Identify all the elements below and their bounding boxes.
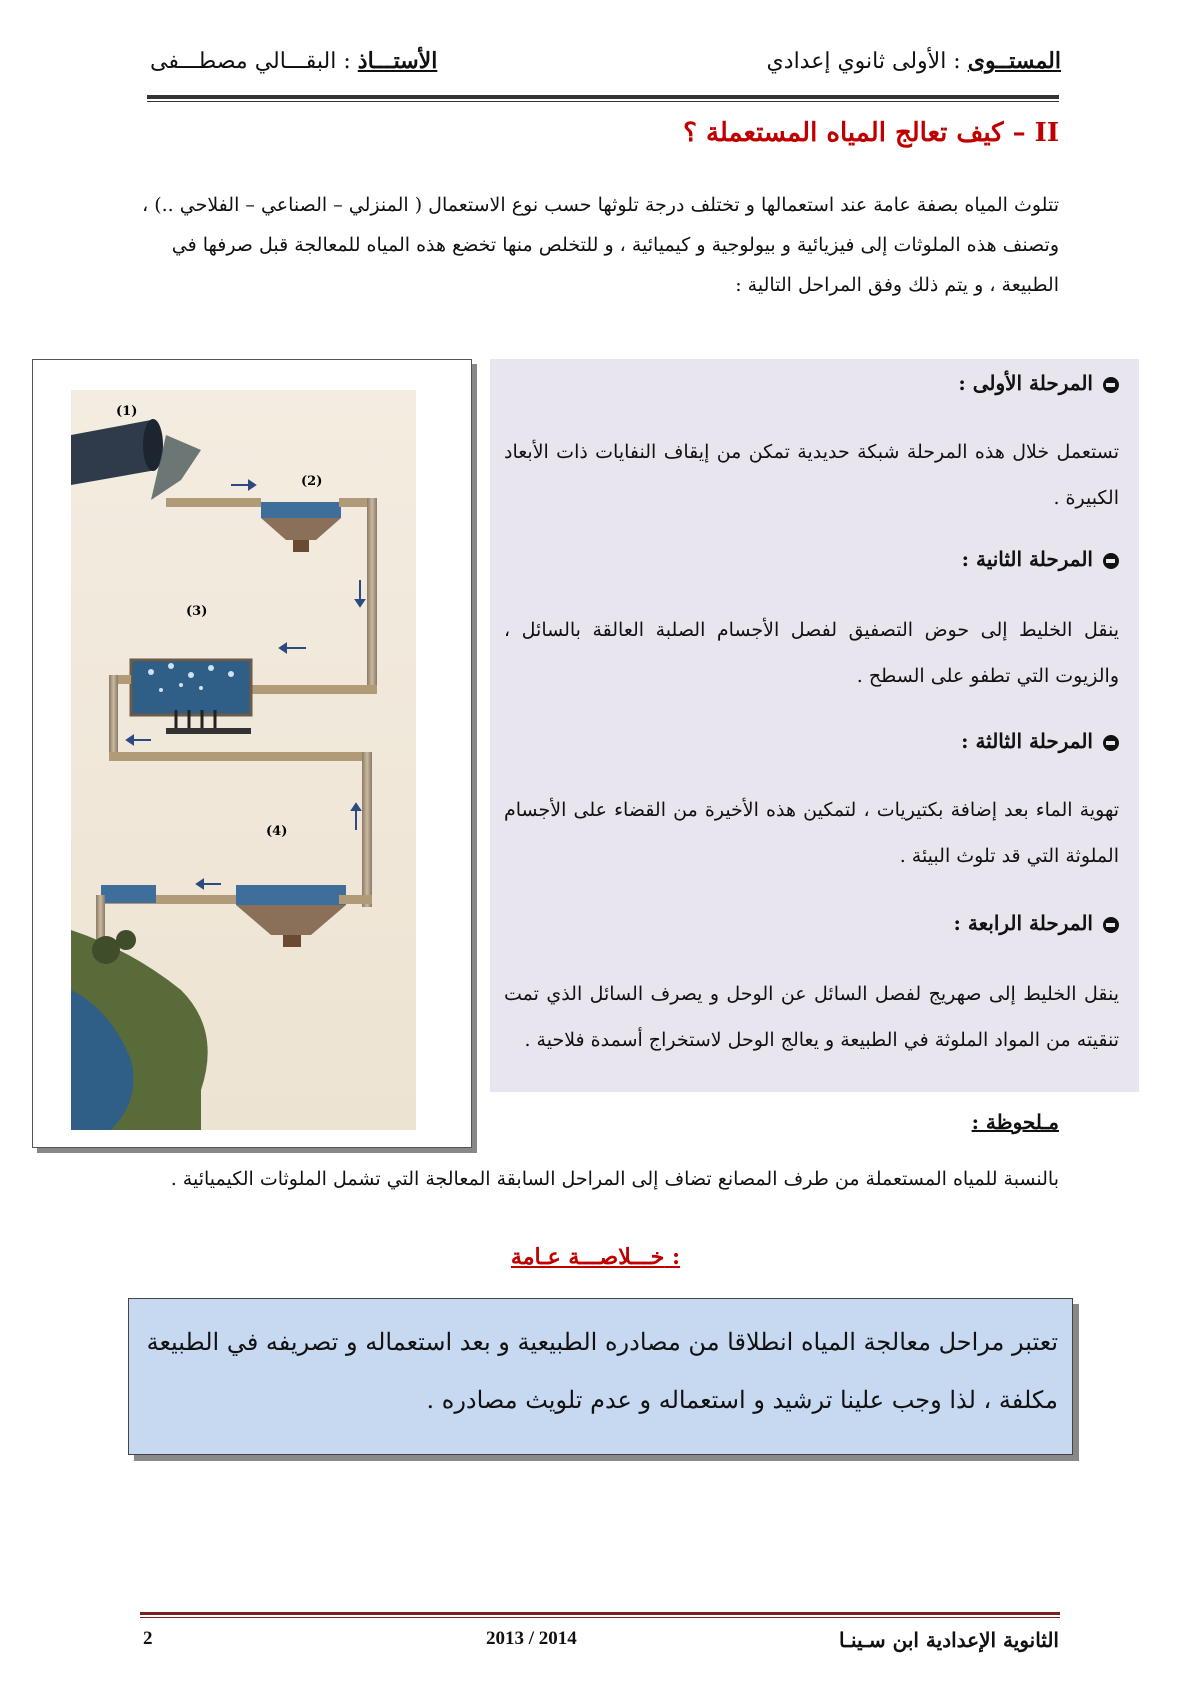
- treatment-diagram-frame: [32, 359, 472, 1148]
- summary-text: تعتبر مراحل معالجة المياه انطلاقا من مصادره الطبيعية و بعد استعماله و تصريفه في الطبيعة مكلفة ، لذا وجب علينا ترشيد و استعماله و عدم تلويث مصادره .: [146, 1328, 1058, 1414]
- figure-label-4: (4): [266, 824, 288, 839]
- intro-paragraph: تتلوث المياه بصفة عامة عند استعمالها و تختلف درجة تلوثها حسب نوع الاستعمال ( المنزلي – الصناعي – الفلاحي ..) ، وتصنف هذه الملوثات إلى فيزيائية و بيولوجية و كيميائية ، و للتخلص منها تخضع هذه المياه للمعالجة قبل صرفها في الطبيعة ، و يتم ذلك وفق المراحل التالية :: [142, 194, 1059, 296]
- figure-label-1: (1): [116, 404, 138, 419]
- bullet-icon: [1103, 553, 1119, 569]
- summary-title: خـــلاصـــة عـامة :: [510, 1244, 681, 1270]
- footer-rule: [140, 1612, 1060, 1615]
- stage-4-text: ينقل الخليط إلى صهريج لفصل السائل عن الوحل و يصرف السائل الذي تمت تنقيته من المواد الملوثة في الطبيعة و يعالج الوحل لاستخراج أسمدة فلاحية .: [504, 983, 1119, 1051]
- school-name: الثانوية الإعدادية ابن سـينـا: [839, 1628, 1059, 1652]
- bullet-icon: [1103, 917, 1119, 933]
- stage-3-heading: المرحلة الثالثة :: [961, 729, 1119, 753]
- level-info: [767, 48, 1061, 74]
- stage-2-heading: المرحلة الثانية :: [962, 547, 1119, 571]
- teacher-value: : البقـــالي مصطـــفى: [150, 49, 358, 74]
- bullet-icon: [1103, 377, 1119, 393]
- header-rule: [147, 95, 1059, 99]
- header-rule-thin: [147, 101, 1059, 102]
- summary-box: [128, 1298, 1073, 1455]
- stage-3-text: تهوية الماء بعد إضافة بكتيريات ، لتمكين هذه الأخيرة من القضاء على الأجسام الملوثة التي قد تلوث البيئة .: [504, 799, 1119, 867]
- teacher-label: الأستـــاذ: [357, 48, 438, 74]
- level-value: : الأولى ثانوي إعدادي: [766, 49, 968, 74]
- stages-panel: [490, 359, 1139, 1092]
- stage-1-heading: المرحلة الأولى :: [958, 371, 1119, 395]
- page-number: 2: [143, 1628, 153, 1649]
- stage-2-text: ينقل الخليط إلى حوض التصفيق لفصل الأجسام الصلبة العالقة بالسائل ، والزيوت التي تطفو على السطح .: [504, 619, 1119, 687]
- note-label: مـلحوظة :: [971, 1110, 1059, 1134]
- teacher-info: [150, 48, 437, 74]
- figure-label-3: (3): [186, 604, 208, 619]
- school-year: 2013 / 2014: [486, 1628, 577, 1649]
- figure-label-2: (2): [301, 474, 323, 489]
- stage-1-text: تستعمل خلال هذه المرحلة شبكة حديدية تمكن من إيقاف النفايات ذات الأبعاد الكبيرة .: [504, 441, 1119, 509]
- water-treatment-diagram: [71, 390, 416, 1130]
- level-label: المستــوى: [967, 48, 1061, 74]
- section-title: II – كيف تعالج المياه المستعملة ؟: [683, 118, 1059, 148]
- footer-rule-thin: [140, 1617, 1060, 1618]
- bullet-icon: [1103, 735, 1119, 751]
- note-text: بالنسبة للمياه المستعملة من طرف المصانع تضاف إلى المراحل السابقة المعالجة التي تشمل الملوثات الكيميائية .: [170, 1168, 1059, 1190]
- stage-4-heading: المرحلة الرابعة :: [954, 911, 1119, 935]
